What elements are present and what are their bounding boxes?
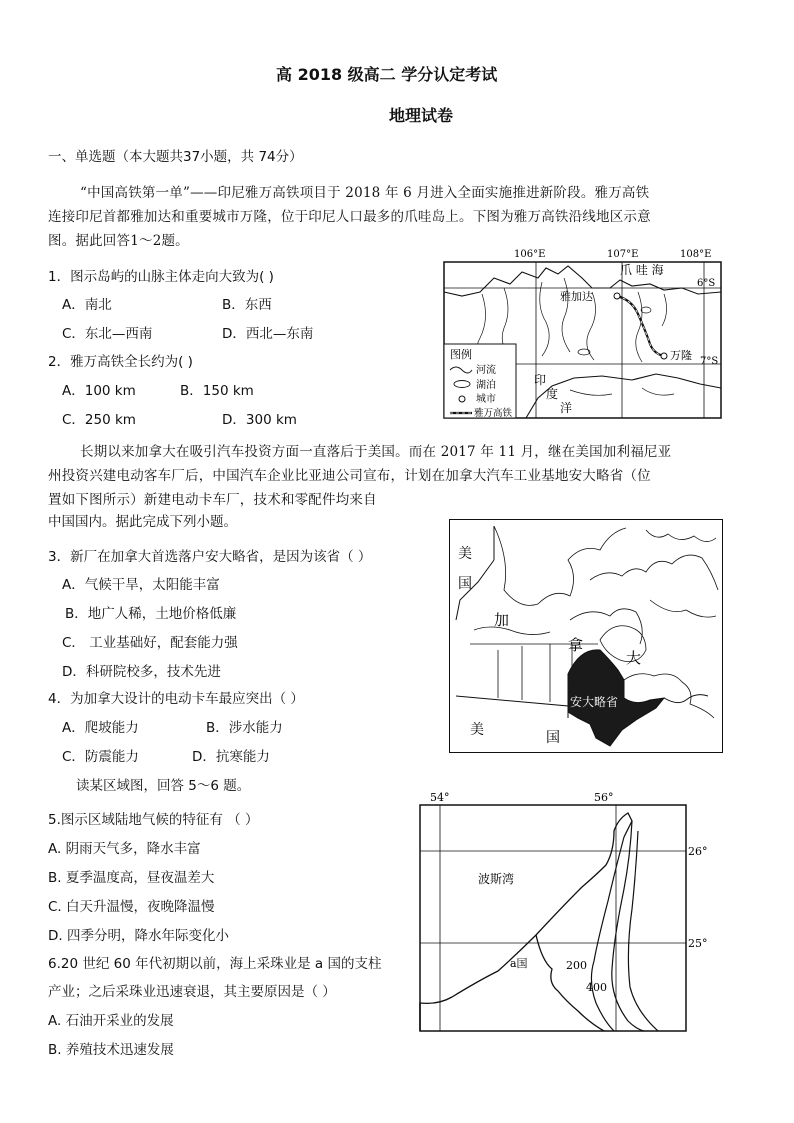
q6-stem-line1: 6.20 世纪 60 年代初期以前，海上采珠业是 a 国的支柱 [48,956,382,972]
q1-option-b: B．东西 [222,297,272,313]
ontario-label: 安大略省 [570,695,619,709]
q5-option-b: B. 夏季温度高，昼夜温差大 [48,870,215,886]
q2-option-b: B．150 km [180,383,254,399]
q6-option-b: B. 养殖技术迅速发展 [48,1042,174,1058]
persian-gulf-map [420,791,708,1031]
lon-54: 54° [430,791,450,804]
passage2-line1: 长期以来加拿大在吸引汽车投资方面一直落后于美国。而在 2017 年 11 月，继在美国加利福尼亚 [80,444,672,460]
jakarta-city-marker [614,293,620,299]
java-sea-label: 爪 哇 海 [620,263,664,277]
lon-107: 107°E [607,249,639,260]
q1-option-d: D．西北—东南 [222,326,314,342]
q4-option-a: A．爬坡能力 [62,720,139,736]
q4-option-c: C．防震能力 [62,749,139,765]
q2-option-a: A．100 km [62,383,136,399]
city-icon [459,396,465,402]
jakarta-label: 雅加达 [560,290,593,303]
q4-option-b: B．涉水能力 [206,720,283,736]
bandung-city-marker [661,353,667,359]
passage2-line2: 州投资兴建电动客车厂后，中国汽车企业比亚迪公司宣布，计划在加拿大汽车工业基地安大略省（位 [48,468,651,484]
legend-title: 图例 [450,348,472,361]
usa-label-bottom-2: 国 [546,730,560,746]
canada-label-3: 大 [626,649,642,667]
passage2-line4: 中国国内。据此完成下列小题。 [48,514,237,530]
exam-subtitle: 地理试卷 [389,106,454,125]
java-rail-map [444,249,724,430]
persian-gulf-label: 波斯湾 [478,872,515,886]
lat-25: 25° [688,937,708,950]
indian-ocean-label-1: 印 [534,373,547,387]
depth-label-400: 400 [586,981,607,994]
q3-option-d: D．科研院校多，技术先进 [62,664,221,680]
q3-option-b: B．地广人稀，土地价格低廉 [65,606,237,622]
q2-stem: 2．雅万高铁全长约为( ) [48,354,193,370]
canada-label-1: 加 [494,611,510,629]
q3-option-a: A．气候干旱，太阳能丰富 [62,577,220,593]
usa-label-top-1: 美 [458,546,472,562]
lon-106: 106°E [514,249,546,260]
lon-56: 56° [594,791,614,804]
depth-label-200: 200 [566,959,587,972]
q2-option-d: D．300 km [222,412,297,428]
q6-option-a: A. 石油开采业的发展 [48,1013,174,1029]
bandung-label: 万隆 [670,349,692,362]
q4-stem: 4．为加拿大设计的电动卡车最应突出（ ） [48,691,304,707]
indian-ocean-label-3: 洋 [560,401,573,415]
java-rail-map-svg [442,248,732,423]
q2-option-c: C．250 km [62,412,136,428]
usa-label-top-2: 国 [458,576,472,592]
canada-map [449,519,723,753]
intro-q5-q6: 读某区域图，回答 5～6 题。 [76,778,251,794]
persian-gulf-map-svg [418,791,708,1031]
passage1-line1: “中国高铁第一单”——印尼雅万高铁项目于 2018 年 6 月进入全面实施推进新阶段。雅万高铁 [80,185,650,201]
coastline [420,813,632,1031]
q3-option-c: C． 工业基础好，配套能力强 [62,635,238,651]
q1-option-a: A．南北 [62,297,112,313]
q5-option-d: D. 四季分明，降水年际变化小 [48,928,229,944]
country-a-label: a国 [510,957,528,970]
legend-rail: 雅万高铁 [474,408,513,419]
usa-label-bottom-1: 美 [470,722,484,738]
indian-ocean-label-2: 度 [546,387,559,401]
passage2-line3: 置如下图所示）新建电动卡车厂，技术和零配件均来自 [48,492,377,508]
q3-stem: 3．新厂在加拿大首选落户安大略省，是因为该省（ ） [48,549,372,565]
depth-contour-200 [591,837,624,1031]
canada-label-2: 拿 [568,636,584,654]
lon-108: 108°E [680,249,712,260]
lat-26: 26° [688,845,708,858]
legend-lake: 湖泊 [476,380,496,391]
depth-contour-400 [612,821,644,1031]
passage1-line2: 连接印尼首都雅加达和重要城市万隆，位于印尼人口最多的爪哇岛上。下图为雅万高铁沿线地区示意 [48,209,651,225]
legend-city: 城市 [476,394,496,405]
q6-stem-line2: 产业；之后采珠业迅速衰退，其主要原因是（ ） [48,984,336,1000]
q5-option-a: A. 阴雨天气多，降水丰富 [48,841,201,857]
passage1-line3: 图。据此回答1～2题。 [48,233,189,249]
q4-option-d: D．抗寒能力 [192,749,270,765]
q5-option-c: C. 白天升温慢，夜晚降温慢 [48,899,215,915]
legend-river: 河流 [476,365,496,376]
q5-stem: 5.图示区域陆地气候的特征有 （ ） [48,812,259,828]
q1-stem: 1．图示岛屿的山脉主体走向大致为( ) [48,269,274,285]
lat-6s: 6°S [697,278,716,289]
section-heading: 一、单选题（本大题共37小题，共 74分） [48,149,303,165]
canada-map-svg [450,520,722,752]
lat-7s: 7°S [700,356,719,367]
exam-title: 高 2018 级高二 学分认定考试 [276,65,498,84]
q1-option-c: C．东北—西南 [62,326,153,342]
